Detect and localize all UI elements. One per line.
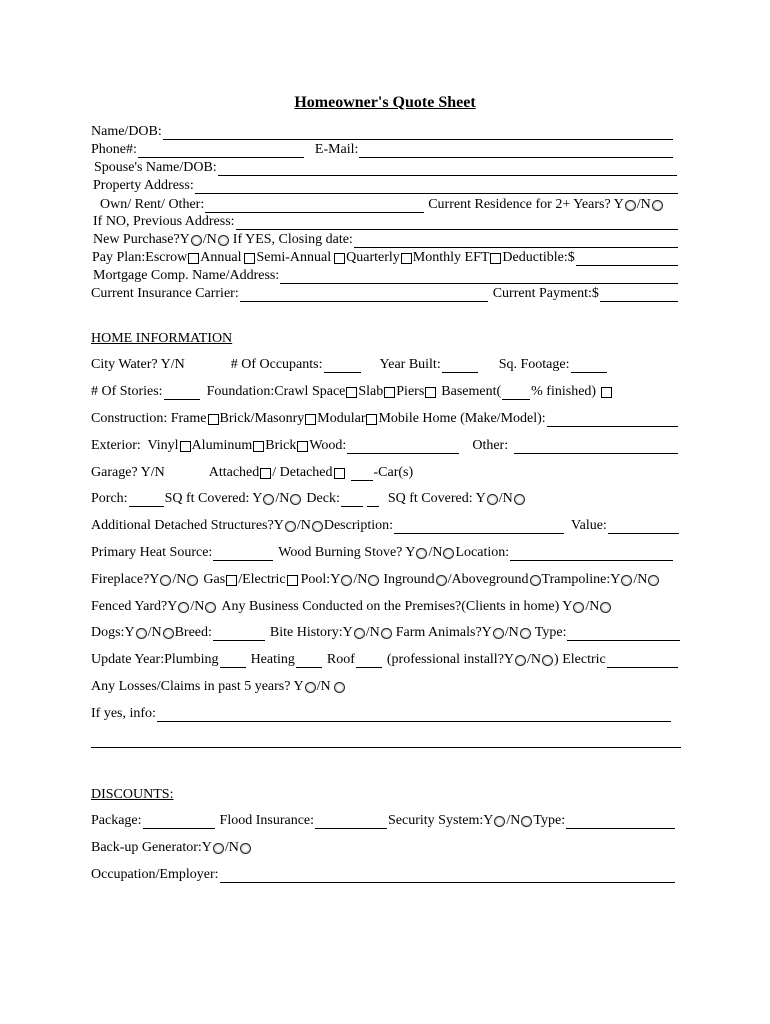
semi-annual-label: Semi-Annual — [256, 250, 332, 265]
porch-covered-no-radio[interactable] — [290, 494, 301, 505]
additional-structures-row — [91, 517, 681, 534]
security-no-label: /N — [506, 813, 521, 828]
fenced-yard-yes-radio[interactable] — [178, 602, 189, 613]
own-rent-label: Own/ Rent/ Other: — [100, 197, 205, 212]
foundation-label: Foundation:Crawl Space — [206, 384, 346, 399]
package-field[interactable] — [143, 815, 215, 829]
mobile-home-field[interactable] — [547, 413, 678, 427]
fenced-yard-no-radio[interactable] — [205, 602, 216, 613]
inground-label: Inground — [383, 572, 435, 587]
breed-field[interactable] — [213, 627, 265, 641]
construction-label: Construction: Frame — [91, 411, 207, 426]
exterior-row — [91, 437, 681, 454]
current-payment-label: Current Payment:$ — [492, 286, 599, 301]
attached-checkbox[interactable] — [260, 468, 271, 479]
sq-footage-label: Sq. Footage: — [498, 357, 570, 372]
own-rent-row — [100, 196, 682, 213]
gas-label: Gas — [203, 572, 226, 587]
fireplace-no-label: /N — [172, 572, 187, 587]
farm-type-label: Type: — [534, 625, 567, 640]
pct-finished-label: % finished) — [531, 384, 597, 399]
crawl-space-checkbox[interactable] — [346, 387, 357, 398]
spouse-label: Spouse's Name/DOB: — [94, 160, 217, 175]
roof-field[interactable] — [356, 654, 382, 668]
deck-covered-yes-radio[interactable] — [487, 494, 498, 505]
losses-label: Any Losses/Claims in past 5 years? Y — [91, 679, 304, 694]
additional-structures-no-radio[interactable] — [312, 521, 323, 532]
wood-field[interactable] — [347, 440, 459, 454]
porch-row — [91, 490, 681, 507]
roof-label: Roof — [326, 652, 355, 667]
deck-covered-label: SQ ft Covered: Y — [387, 491, 486, 506]
update-year-label: Update Year:Plumbing — [91, 652, 219, 667]
plumbing-field[interactable] — [220, 654, 246, 668]
electric-update-label: ) Electric — [554, 652, 606, 667]
phone-email-row — [91, 141, 681, 158]
property-address-label: Property Address: — [93, 178, 194, 193]
email-field[interactable] — [359, 144, 673, 158]
gas-checkbox[interactable] — [226, 575, 237, 586]
deck-covered-no-label: /N — [498, 491, 513, 506]
other-label: Other: — [472, 438, 509, 453]
quarterly-label: Quarterly — [346, 250, 400, 265]
previous-address-row — [93, 213, 681, 230]
slab-checkbox[interactable] — [384, 387, 395, 398]
year-built-label: Year Built: — [379, 357, 441, 372]
aboveground-radio[interactable] — [530, 575, 541, 586]
piers-checkbox[interactable] — [425, 387, 436, 398]
if-yes-info-label: If yes, info: — [91, 706, 156, 721]
porch-covered-label: SQ ft Covered: Y — [164, 491, 263, 506]
annual-checkbox[interactable] — [244, 253, 255, 264]
new-purchase-yes-radio[interactable] — [191, 235, 202, 246]
fenced-yard-label: Fenced Yard?Y — [91, 599, 178, 614]
piers-label: Piers — [396, 384, 425, 399]
trampoline-no-label: /N — [633, 572, 648, 587]
cars-label: -Car(s) — [373, 465, 414, 480]
backup-yes-radio[interactable] — [213, 843, 224, 854]
discounts-heading: DISCOUNTS: — [91, 787, 174, 802]
security-type-field[interactable] — [566, 815, 675, 829]
location-label: Location: — [455, 545, 510, 560]
spouse-field[interactable] — [218, 162, 677, 176]
farm-type-field[interactable] — [567, 627, 680, 641]
inground-radio[interactable] — [436, 575, 447, 586]
basement-label: Basement( — [441, 384, 502, 399]
heat-row — [91, 544, 681, 561]
wood-stove-yes-radio[interactable] — [416, 548, 427, 559]
farm-animals-label: Farm Animals?Y — [395, 625, 492, 640]
occupation-field[interactable] — [220, 869, 675, 883]
carrier-label: Current Insurance Carrier: — [91, 286, 239, 301]
additional-structures-label: Additional Detached Structures?Y — [91, 518, 284, 533]
description-field[interactable] — [394, 520, 564, 534]
mortgage-label: Mortgage Comp. Name/Address: — [93, 268, 280, 283]
business-yes-radio[interactable] — [573, 602, 584, 613]
primary-heat-label: Primary Heat Source: — [91, 545, 213, 560]
name-dob-field[interactable] — [163, 126, 673, 140]
dogs-yes-radio[interactable] — [136, 628, 147, 639]
wood-stove-no-label: /N — [428, 545, 443, 560]
frame-checkbox[interactable] — [208, 414, 219, 425]
other-field[interactable] — [514, 440, 678, 454]
heating-label: Heating — [250, 652, 295, 667]
escrow-checkbox[interactable] — [188, 253, 199, 264]
basement-checkbox[interactable] — [601, 387, 612, 398]
farm-animals-no-radio[interactable] — [520, 628, 531, 639]
package-label: Package: — [91, 813, 142, 828]
porch-field[interactable] — [129, 493, 164, 507]
vinyl-checkbox[interactable] — [180, 441, 191, 452]
porch-covered-yes-radio[interactable] — [263, 494, 274, 505]
fireplace-label: Fireplace?Y — [91, 572, 160, 587]
fireplace-no-radio[interactable] — [187, 575, 198, 586]
monthly-eft-checkbox[interactable] — [490, 253, 501, 264]
carrier-row — [91, 285, 681, 302]
new-purchase-row — [93, 231, 681, 248]
water-row — [91, 356, 681, 373]
pool-no-radio[interactable] — [368, 575, 379, 586]
residence-yes-radio[interactable] — [625, 200, 636, 211]
dogs-no-label: /N — [147, 625, 162, 640]
security-type-label: Type: — [533, 813, 566, 828]
wood-stove-no-radio[interactable] — [443, 548, 454, 559]
heating-field[interactable] — [296, 654, 322, 668]
construction-row — [91, 410, 681, 427]
stories-row — [91, 383, 681, 400]
losses-no-radio[interactable] — [334, 682, 345, 693]
farm-animals-no-label: /N — [504, 625, 519, 640]
losses-row — [91, 678, 681, 695]
dogs-label: Dogs:Y — [91, 625, 135, 640]
occupants-label: # Of Occupants: — [230, 357, 323, 372]
mobile-home-label: Mobile Home (Make/Model): — [378, 411, 546, 426]
if-yes-info-field[interactable] — [157, 708, 671, 722]
business-no-radio[interactable] — [600, 602, 611, 613]
primary-heat-field[interactable] — [213, 547, 273, 561]
new-purchase-no-label: /N — [202, 232, 217, 247]
package-row — [91, 812, 681, 829]
pool-no-label: /N — [353, 572, 368, 587]
electric-update-field[interactable] — [607, 654, 678, 668]
garage-label: Garage? Y/N — [91, 465, 165, 480]
monthly-eft-label: Monthly EFT — [412, 250, 490, 265]
closing-date-label: If YES, Closing date: — [232, 232, 353, 247]
deck-covered-no-radio[interactable] — [514, 494, 525, 505]
additional-structures-no-label: /N — [296, 518, 311, 533]
deductible-label: Deductible:$ — [502, 250, 575, 265]
carrier-field[interactable] — [240, 288, 488, 302]
deck-field-2[interactable] — [367, 493, 379, 507]
deductible-field[interactable] — [576, 252, 678, 266]
bite-history-label: Bite History:Y — [269, 625, 353, 640]
bite-history-no-label: /N — [365, 625, 380, 640]
business-no-label: /N — [585, 599, 600, 614]
security-label: Security System:Y — [388, 813, 494, 828]
electric-checkbox[interactable] — [287, 575, 298, 586]
breed-label: Breed: — [174, 625, 212, 640]
backup-generator-label: Back-up Generator:Y — [91, 840, 212, 855]
backup-generator-row — [91, 839, 681, 856]
security-no-radio[interactable] — [521, 816, 532, 827]
stories-field[interactable] — [164, 386, 200, 400]
quarterly-checkbox[interactable] — [401, 253, 412, 264]
backup-no-radio[interactable] — [240, 843, 251, 854]
if-yes-info-row — [91, 705, 681, 722]
flood-label: Flood Insurance: — [219, 813, 315, 828]
mortgage-row — [93, 267, 681, 284]
value-label: Value: — [571, 518, 607, 533]
new-purchase-no-radio[interactable] — [218, 235, 229, 246]
page-title: Homeowner's Quote Sheet — [294, 94, 476, 111]
bite-history-yes-radio[interactable] — [354, 628, 365, 639]
aluminum-checkbox[interactable] — [253, 441, 264, 452]
discounts-heading-row — [91, 786, 681, 803]
home-info-heading-row — [91, 330, 681, 347]
brick-label: Brick — [265, 438, 297, 453]
own-rent-field[interactable] — [205, 199, 424, 213]
porch-covered-no-label: /N — [275, 491, 290, 506]
spouse-row — [94, 159, 681, 176]
losses-no-label: /N — [316, 679, 331, 694]
slab-label: Slab — [358, 384, 384, 399]
porch-label: Porch: — [91, 491, 128, 506]
fenced-yard-row — [91, 598, 681, 615]
occupants-field[interactable] — [324, 359, 361, 373]
dogs-no-radio[interactable] — [163, 628, 174, 639]
sq-footage-field[interactable] — [571, 359, 607, 373]
previous-address-label: If NO, Previous Address: — [93, 214, 235, 229]
cars-field[interactable] — [351, 467, 373, 481]
professional-install-label: (professional install?Y — [386, 652, 515, 667]
trampoline-no-radio[interactable] — [648, 575, 659, 586]
city-water-label: City Water? Y/N — [91, 357, 185, 372]
attached-label: Attached — [208, 465, 260, 480]
mortgage-field[interactable] — [280, 270, 678, 284]
additional-structures-yes-radio[interactable] — [285, 521, 296, 532]
current-payment-field[interactable] — [600, 288, 678, 302]
fireplace-yes-radio[interactable] — [160, 575, 171, 586]
detached-label: / Detached — [272, 465, 333, 480]
new-purchase-label: New Purchase?Y — [93, 232, 190, 247]
email-label: E-Mail: — [314, 142, 359, 157]
phone-field[interactable] — [138, 144, 304, 158]
name-dob-row — [91, 123, 681, 140]
pay-plan-label: Pay Plan:Escrow — [92, 250, 188, 265]
deck-label: Deck: — [306, 491, 340, 506]
occupation-label: Occupation/Employer: — [91, 867, 219, 882]
update-year-row — [91, 651, 681, 668]
property-address-field[interactable] — [195, 180, 678, 194]
pay-plan-row — [92, 249, 681, 266]
business-label: Any Business Conducted on the Premises?(Clients in home) Y — [221, 599, 573, 614]
fenced-yard-no-label: /N — [190, 599, 205, 614]
trampoline-yes-radio[interactable] — [621, 575, 632, 586]
name-dob-label: Name/DOB: — [91, 124, 162, 139]
dogs-row — [91, 624, 681, 641]
aluminum-label: Aluminum — [191, 438, 253, 453]
info-continuation-row — [91, 731, 681, 748]
brick-checkbox[interactable] — [297, 441, 308, 452]
residence-no-radio[interactable] — [652, 200, 663, 211]
property-address-row — [93, 177, 681, 194]
professional-no-label: /N — [527, 652, 542, 667]
value-field[interactable] — [608, 520, 679, 534]
garage-row — [91, 464, 681, 481]
year-built-field[interactable] — [442, 359, 478, 373]
current-residence-label: Current Residence for 2+ Years? Y — [428, 197, 624, 212]
professional-yes-radio[interactable] — [515, 655, 526, 666]
brick-masonry-label: Brick/Masonry — [219, 411, 305, 426]
fireplace-row — [91, 571, 681, 588]
annual-label: Annual — [200, 250, 242, 265]
exterior-label: Exterior: Vinyl — [91, 438, 179, 453]
home-info-heading: HOME INFORMATION — [91, 331, 233, 346]
basement-pct-field[interactable] — [502, 386, 530, 400]
description-label: Description: — [323, 518, 394, 533]
aboveground-label: /Aboveground — [447, 572, 529, 587]
professional-no-radio[interactable] — [542, 655, 553, 666]
wood-stove-label: Wood Burning Stove? Y — [278, 545, 416, 560]
flood-field[interactable] — [315, 815, 387, 829]
info-continuation-field[interactable] — [91, 734, 681, 748]
pool-label: Pool:Y — [300, 572, 341, 587]
phone-label: Phone#: — [91, 142, 137, 157]
residence-no-label: /N — [636, 197, 651, 212]
losses-yes-radio[interactable] — [305, 682, 316, 693]
brick-masonry-checkbox[interactable] — [305, 414, 316, 425]
stories-label: # Of Stories: — [91, 384, 163, 399]
modular-label: Modular — [317, 411, 366, 426]
semi-annual-checkbox[interactable] — [334, 253, 345, 264]
backup-no-label: /N — [224, 840, 239, 855]
location-field[interactable] — [510, 547, 673, 561]
electric-label: /Electric — [238, 572, 286, 587]
trampoline-label: Trampoline:Y — [541, 572, 621, 587]
detached-checkbox[interactable] — [334, 468, 345, 479]
wood-label: Wood: — [309, 438, 347, 453]
previous-address-field[interactable] — [236, 216, 678, 230]
closing-date-field[interactable] — [354, 234, 678, 248]
occupation-row — [91, 866, 681, 883]
modular-checkbox[interactable] — [366, 414, 377, 425]
pool-yes-radio[interactable] — [341, 575, 352, 586]
farm-animals-yes-radio[interactable] — [493, 628, 504, 639]
security-yes-radio[interactable] — [494, 816, 505, 827]
bite-history-no-radio[interactable] — [381, 628, 392, 639]
deck-field[interactable] — [341, 493, 363, 507]
